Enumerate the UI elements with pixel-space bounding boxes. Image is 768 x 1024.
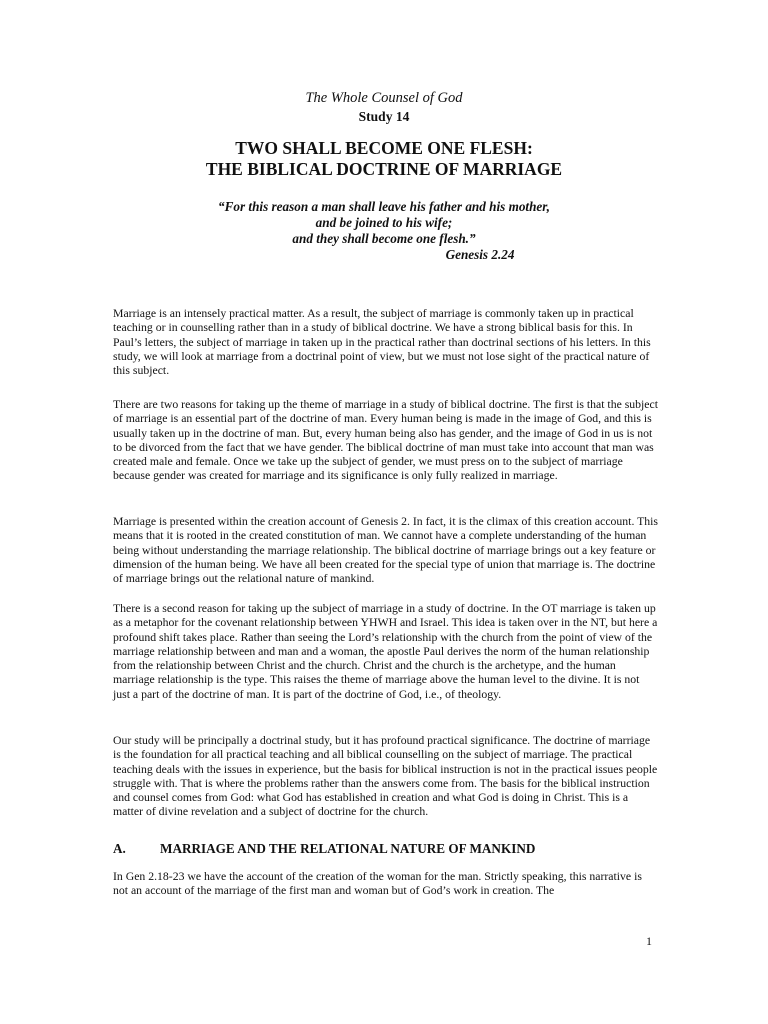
body-paragraph-4: There is a second reason for taking up the subject of marriage in a study of doctrine. In the OT marriage is taken up as a metaphor for the covenant relationship between YHWH and Israel. This idea is taken over in the NT, but here a profound shift takes place. Rather than seeing the Lord’s relationship with the church from the point of view of the marriage relationship between and man and a woman, the apostle Paul derives the norm of the human relationship from the relationship between Christ and the church. Christ and the church is the archetype, and the human marriage relationship is the type. This raises the theme of marriage above the human level to the divine. It is not just a part of the doctrine of man. It is part of the doctrine of God, i.e., of theology. — [113, 602, 658, 701]
epigraph-line-3: and they shall become one flesh.” — [292, 231, 476, 246]
epigraph-line-1: “For this reason a man shall leave his father and his mother, — [218, 199, 550, 214]
body-paragraph-1: Marriage is an intensely practical matter. As a result, the subject of marriage is commonly taken up in practical teaching or in counselling rather than in a study of biblical doctrine. We have a strong biblical basis for this. In Paul’s letters, the subject of marriage in taken up in the practical rather than doctrinal sections of his letters. In this study, we will look at marriage from a doctrinal point of view, but we must not lose sight of the practical nature of this subject. — [113, 307, 651, 378]
page-number: 1 — [646, 934, 652, 948]
body-paragraph-5: Our study will be principally a doctrinal study, but it has profound practical significance. The doctrine of marriage is the foundation for all practical teaching and all biblical counselling on the subject of marriage. The practical teaching deals with the issues in experience, but the basis for biblical instruction is not in the practical issues people struggle with. That is where the problems rather than the answers come from. The basis for the biblical instruction and counsel comes from God: what God has established in creation and what God is doing in Christ. This is a matter of divine revelation and a subject of doctrine for the church. — [113, 734, 658, 819]
epigraph-quote — [0, 199, 768, 263]
title-line-2: THE BIBLICAL DOCTRINE OF MARRIAGE — [205, 159, 563, 179]
study-number: Study 14 — [358, 109, 410, 124]
section-letter: A. — [113, 841, 126, 856]
series-title: The Whole Counsel of God — [305, 90, 463, 106]
section-heading-a — [113, 841, 673, 857]
section-a-paragraph: In Gen 2.18-23 we have the account of the creation of the woman for the man. Strictly speaking, this narrative is not an account of the marriage of the first man and woman but of God’s work in creation. The — [113, 870, 642, 898]
title-line-1: TWO SHALL BECOME ONE FLESH: — [235, 138, 533, 158]
epigraph-reference: Genesis 2.24 — [445, 247, 515, 262]
section-heading-text: MARRIAGE AND THE RELATIONAL NATURE OF MANKIND — [160, 841, 536, 856]
epigraph-line-2: and be joined to his wife; — [315, 215, 453, 230]
page-title — [0, 138, 768, 180]
body-paragraph-3: Marriage is presented within the creation account of Genesis 2. In fact, it is the climax of this creation account. This means that it is rooted in the created constitution of man. We cannot have a complete understanding of the human being without understanding the marriage relationship. The biblical doctrine of marriage brings out a key feature or dimension of the human being. We have all been created for the special type of union that marriage is. The doctrine of marriage brings out the relational nature of mankind. — [113, 515, 659, 586]
body-paragraph-2: There are two reasons for taking up the theme of marriage in a study of biblical doctrine. The first is that the subject of marriage is an essential part of the doctrine of man. Every human being is made in the image of God, and this is usually taken up in the doctrine of man. But, every human being also has gender, and the image of God in us is not to be divorced from the fact that we have gender. The biblical doctrine of man must take into account that man was created male and female. Once we take up the subject of gender, we must press on to the subject of marriage because gender was created for marriage and its significance is only fully realized in marriage. — [113, 398, 659, 483]
